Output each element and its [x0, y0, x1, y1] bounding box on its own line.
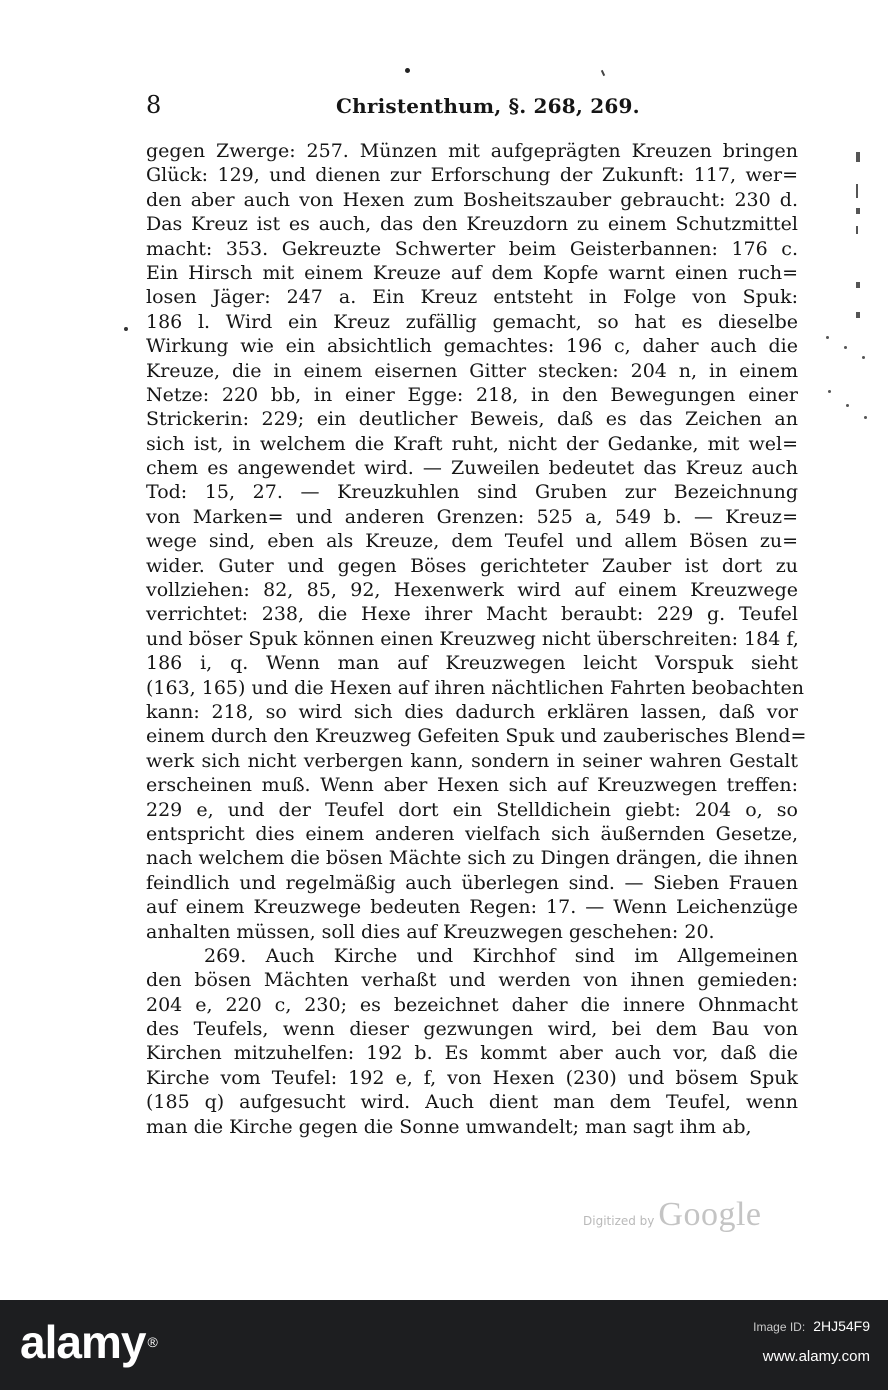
margin-mark — [856, 152, 860, 162]
text-line: chem es angewendet wird. — Zuweilen bedeutet das Kreuz auch — [146, 457, 798, 480]
text-line: den aber auch von Hexen zum Bosheitszauber gebraucht: 230 d. — [146, 188, 798, 211]
margin-dot-trail — [822, 330, 882, 440]
margin-mark — [856, 184, 858, 198]
text-line: (185 q) aufgesucht wird. Auch dient man dem Teufel, wenn — [146, 1091, 798, 1114]
text-line: losen Jäger: 247 a. Ein Kreuz entsteht in Folge von Spuk: — [146, 286, 798, 309]
text-line: nach welchem die bösen Mächte sich zu Dingen drängen, die ihnen — [146, 847, 798, 870]
text-line: man die Kirche gegen die Sonne umwandelt; man sagt ihm ab, — [146, 1115, 752, 1138]
text-line: 229 e, und der Teufel dort ein Stelldichein giebt: 204 o, so — [146, 798, 798, 821]
text-line: Kreuze, die in einem eisernen Gitter stecken: 204 n, in einem — [146, 359, 798, 382]
margin-dot — [828, 390, 831, 393]
image-id-label: Image ID: — [753, 1320, 806, 1334]
text-line: werk sich nicht verbergen kann, sondern in seiner wahren Gestalt — [146, 749, 798, 772]
text-line: macht: 353. Gekreuzte Schwerter beim Geisterbannen: 176 c. — [146, 237, 798, 260]
running-head: Christenthum, §. 268, 269. — [336, 94, 640, 118]
text-line: wege sind, eben als Kreuze, dem Teufel und allem Bösen zu= — [146, 530, 798, 553]
text-line: Tod: 15, 27. — Kreuzkuhlen sind Gruben zur Bezeichnung — [146, 481, 798, 504]
text-line: Kirche vom Teufel: 192 e, f, von Hexen (230) und bösem Spuk — [146, 1066, 798, 1089]
text-line: (163, 165) und die Hexen auf ihren nächtlichen Fahrten beobachten — [146, 676, 804, 699]
text-line: auf einem Kreuzwege bedeuten Regen: 17. — Wenn Leichenzüge — [146, 896, 798, 919]
site-url[interactable]: www.alamy.com — [762, 1348, 870, 1365]
text-line: Ein Hirsch mit einem Kreuze auf dem Kopfe warnt einen ruch= — [146, 261, 798, 284]
text-line: Netze: 220 bb, in einer Egge: 218, in den Bewegungen einer — [146, 383, 798, 406]
ink-speck — [124, 327, 128, 331]
text-line: sich ist, in welchem die Kraft ruht, nicht der Gedanke, mit wel= — [146, 432, 798, 455]
page-number: 8 — [146, 91, 162, 119]
body-text — [146, 139, 807, 1139]
digitized-by-watermark — [583, 1196, 762, 1240]
margin-mark — [856, 226, 858, 234]
alamy-logo[interactable] — [20, 1314, 157, 1370]
registered-mark: ® — [147, 1334, 157, 1350]
alamy-logo-text: alamy — [20, 1316, 146, 1368]
digitized-by-label: Digitized by — [583, 1214, 655, 1228]
ink-speck — [601, 70, 605, 76]
text-line: 269. Auch Kirche und Kirchhof sind im Allgemeinen — [204, 944, 798, 967]
margin-mark — [856, 282, 860, 288]
google-logo: Google — [658, 1196, 762, 1233]
text-line: verrichtet: 238, die Hexe ihrer Macht beraubt: 229 g. Teufel — [146, 603, 798, 626]
image-id-value: 2HJ54F9 — [813, 1318, 870, 1334]
text-line: 204 e, 220 c, 230; es bezeichnet daher die innere Ohnmacht — [146, 993, 798, 1016]
ink-speck — [405, 68, 410, 73]
page-header — [146, 90, 646, 120]
text-line: Kirchen mitzuhelfen: 192 b. Es kommt aber auch vor, daß die — [146, 1042, 798, 1065]
text-line: 186 l. Wird ein Kreuz zufällig gemacht, so hat es dieselbe — [146, 310, 798, 333]
text-line: einem durch den Kreuzweg Gefeiten Spuk und zauberisches Blend= — [146, 725, 807, 748]
text-line: gegen Zwerge: 257. Münzen mit aufgeprägten Kreuzen bringen — [146, 140, 798, 162]
stock-footer-bar — [0, 1300, 888, 1390]
text-line: und böser Spuk können einen Kreuzweg nicht überschreiten: 184 f, — [146, 627, 799, 650]
text-line: 186 i, q. Wenn man auf Kreuzwegen leicht Vorspuk sieht — [146, 652, 798, 675]
text-line: entspricht dies einem anderen vielfach sich äußernden Gesetze, — [146, 822, 798, 845]
text-line: Das Kreuz ist es auch, das den Kreuzdorn zu einem Schutzmittel — [146, 213, 798, 236]
margin-dot — [844, 346, 847, 349]
text-line: den bösen Mächten verhaßt und werden von ihnen gemieden: — [146, 969, 798, 992]
text-line: erscheinen muß. Wenn aber Hexen sich auf Kreuzwegen treffen: — [146, 774, 798, 797]
text-line: wider. Guter und gegen Böses gerichteter Zauber ist dort zu — [146, 554, 798, 577]
text-line: kann: 218, so wird sich dies dadurch erklären lassen, daß vor — [146, 700, 798, 723]
text-line: Wirkung wie ein absichtlich gemachtes: 196 c, daher auch die — [146, 335, 798, 358]
margin-mark — [856, 208, 860, 214]
text-line: anhalten müssen, soll dies auf Kreuzwegen geschehen: 20. — [146, 920, 715, 943]
text-line: Glück: 129, und dienen zur Erforschung der Zukunft: 117, wer= — [146, 164, 798, 187]
margin-dot — [826, 336, 829, 339]
margin-dot — [846, 404, 849, 407]
image-id — [753, 1316, 870, 1337]
text-line: Strickerin: 229; ein deutlicher Beweis, daß es das Zeichen an — [146, 408, 798, 431]
text-line: des Teufels, wenn dieser gezwungen wird, bei dem Bau von — [146, 1018, 798, 1041]
margin-dot — [862, 356, 865, 359]
text-line: vollziehen: 82, 85, 92, Hexenwerk wird auf einem Kreuzwege — [146, 579, 798, 602]
margin-mark — [856, 312, 860, 318]
text-line: von Marken= und anderen Grenzen: 525 a, 549 b. — Kreuz= — [146, 505, 798, 528]
margin-dot — [864, 416, 867, 419]
text-line: feindlich und regelmäßig auch überlegen sind. — Sieben Frauen — [146, 871, 798, 894]
